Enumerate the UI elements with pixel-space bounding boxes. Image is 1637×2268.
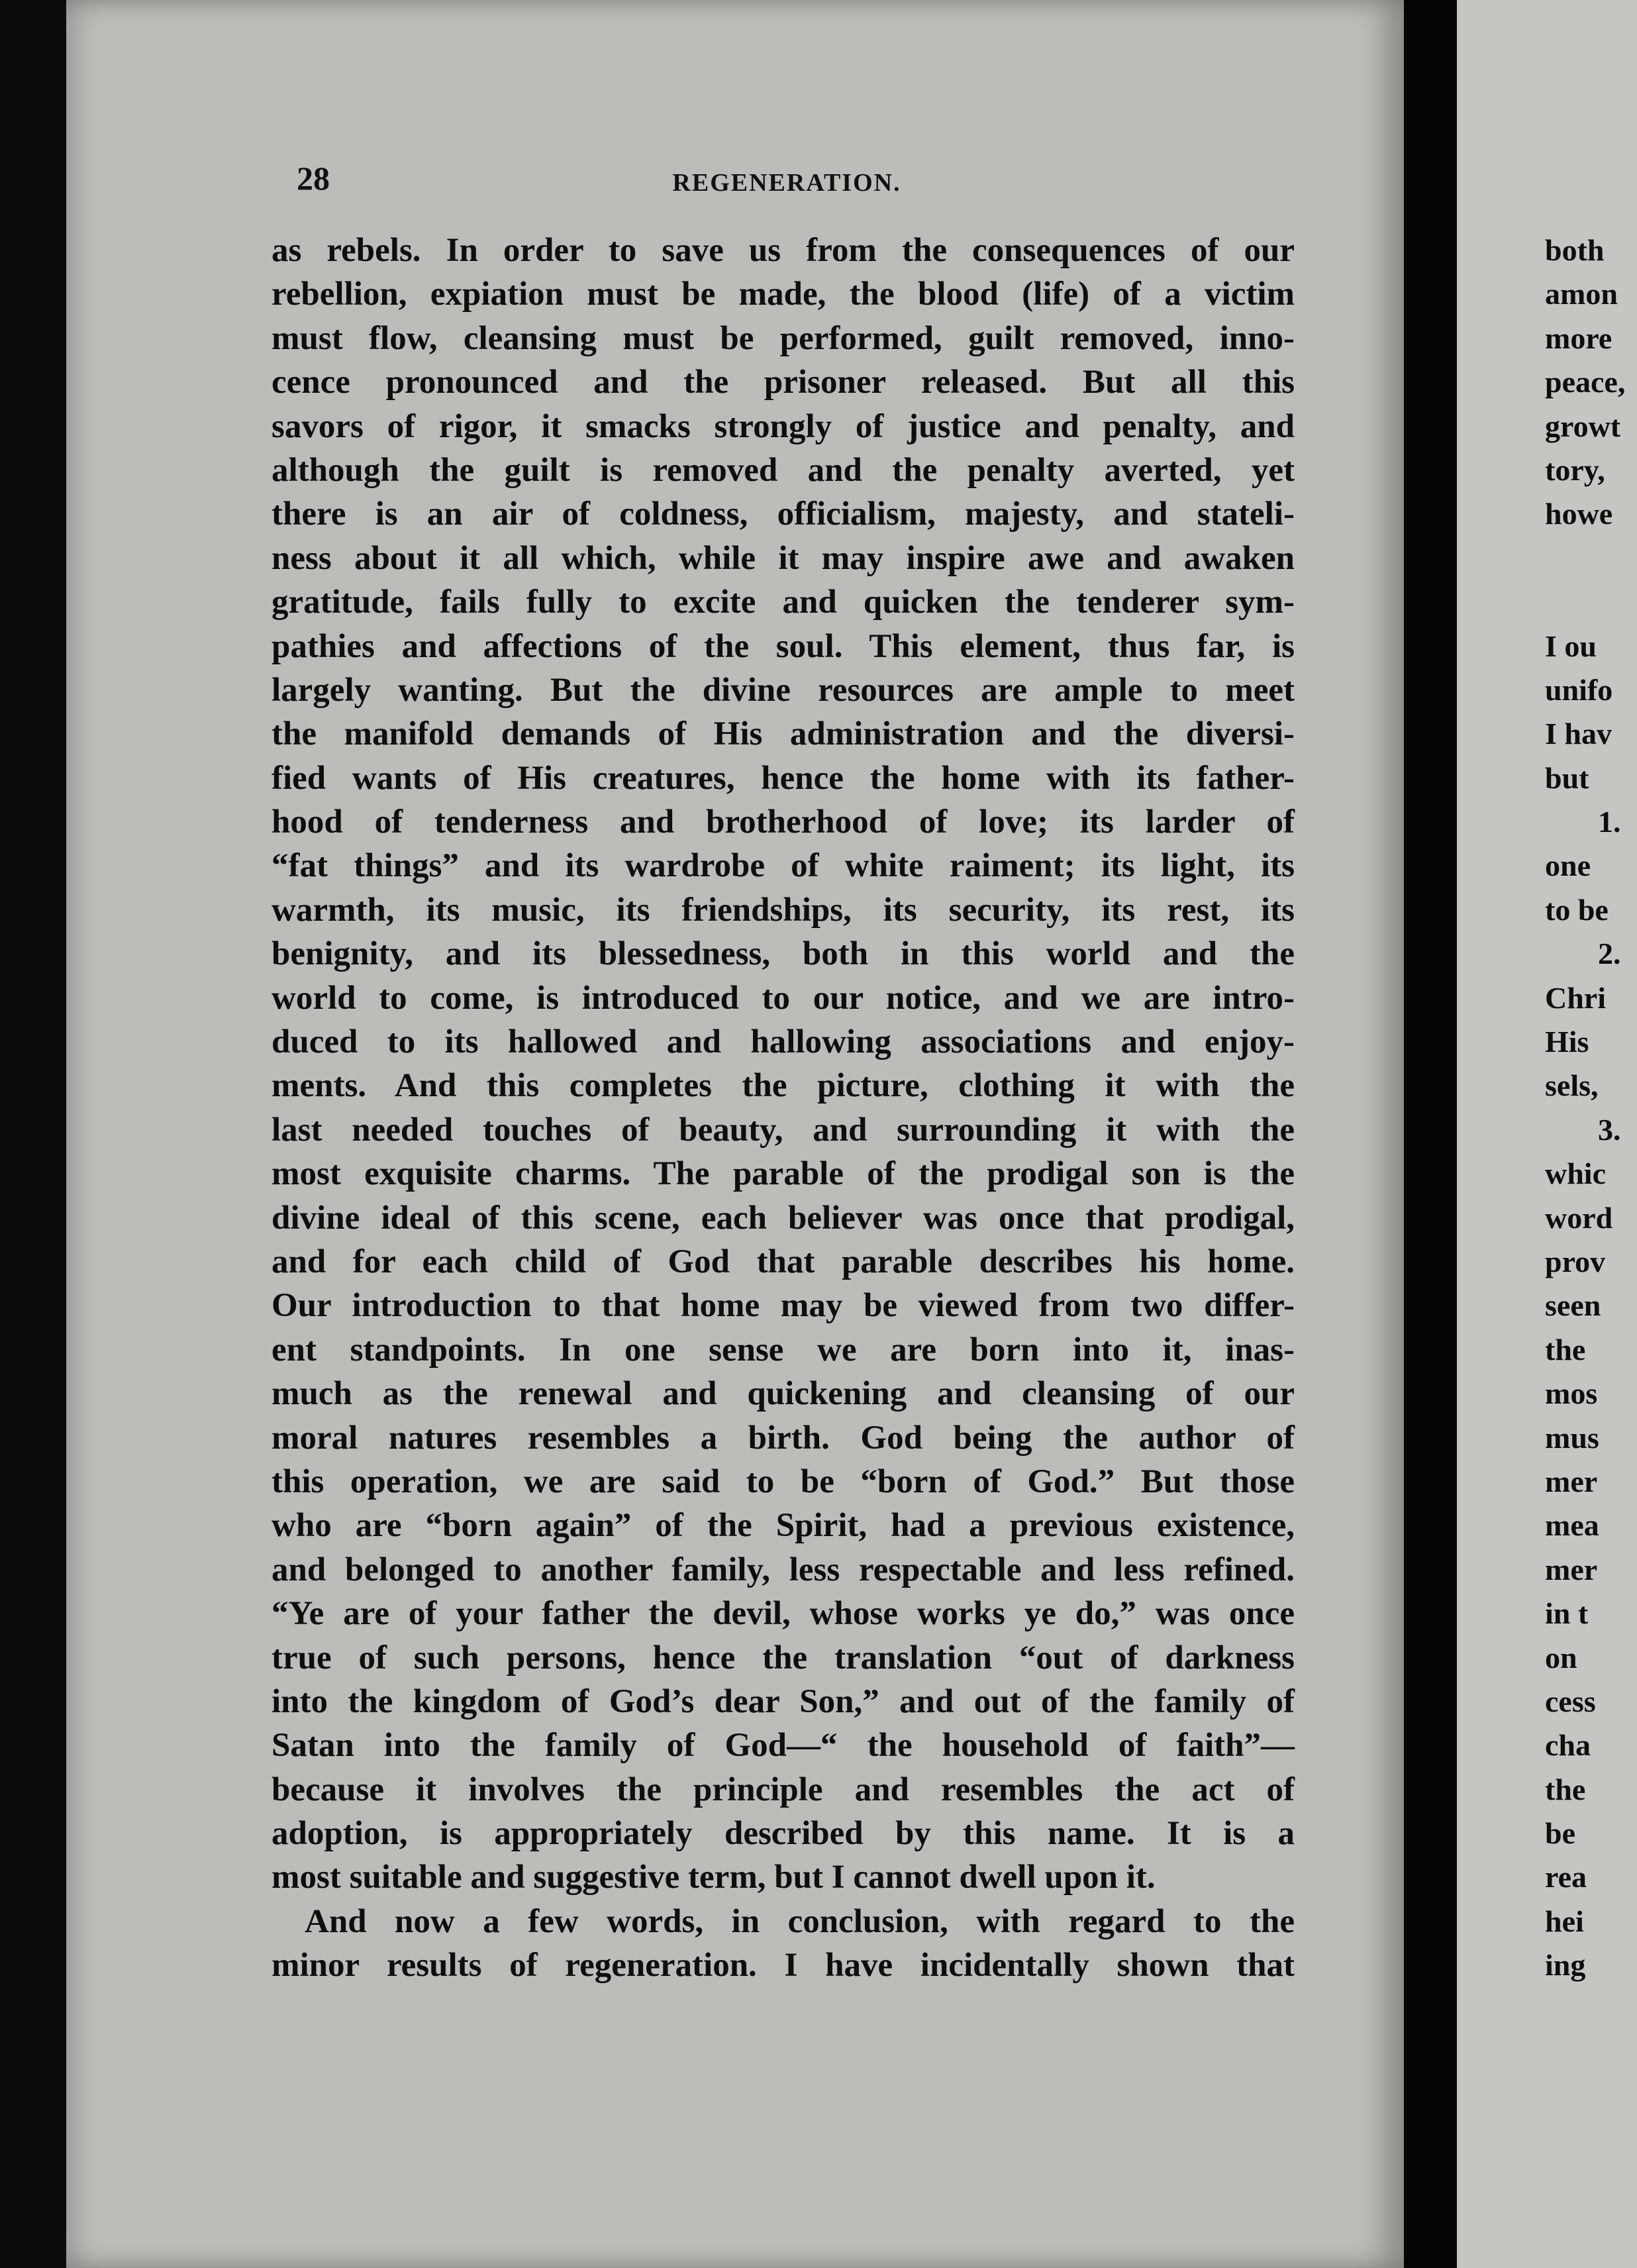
text-line: cence pronounced and the prisoner released. But all this (272, 364, 1295, 401)
text-line: Satan into the family of God—“ the household of faith”— (272, 1727, 1295, 1765)
text-line: His (1545, 1025, 1589, 1059)
text-line: adoption, is appropriately described by this name. It is a (272, 1815, 1295, 1853)
text-line: savors of rigor, it smacks strongly of justice and penalty, and (272, 407, 1295, 445)
text-line: duced to its hallowed and hallowing associations and enjoy- (272, 1023, 1295, 1061)
text-line: mer (1545, 1464, 1598, 1498)
text-line: the (1545, 1772, 1586, 1806)
text-line: be (1545, 1816, 1575, 1851)
running-title: REGENERATION. (672, 169, 901, 197)
text-line: howe (1545, 497, 1613, 531)
text-line: mer (1545, 1552, 1598, 1586)
text-line: 2. (1598, 937, 1621, 971)
text-line: because it involves the principle and resembles the act of (272, 1771, 1295, 1808)
text-line: seen (1545, 1288, 1601, 1323)
text-line: peace, (1545, 365, 1626, 399)
text-line: sels, (1545, 1068, 1599, 1103)
text-line: mea (1545, 1508, 1599, 1543)
text-line: prov (1545, 1244, 1606, 1278)
text-line: as rebels. In order to save us from the consequences of our (272, 232, 1295, 269)
text-line: ing (1545, 1948, 1586, 1983)
text-line: there is an air of coldness, officialism, majesty, and stateli- (272, 495, 1295, 533)
text-line: this operation, we are said to be “born of God.” But those (272, 1463, 1295, 1500)
text-line: mus (1545, 1420, 1599, 1455)
book-gutter (1404, 0, 1457, 2268)
text-line: in t (1545, 1596, 1589, 1631)
text-line: and for each child of God that parable describes his home. (272, 1243, 1295, 1280)
text-line: hei (1545, 1904, 1584, 1938)
text-line: gratitude, fails fully to excite and quicken the tenderer sym- (272, 584, 1295, 621)
text-line: “fat things” and its wardrobe of white raiment; its light, its (272, 847, 1295, 885)
text-line: but (1545, 760, 1589, 795)
text-line: last needed touches of beauty, and surrounding it with the (272, 1111, 1295, 1149)
text-line: rea (1545, 1860, 1587, 1894)
text-line: into the kingdom of God’s dear Son,” and out of the family of (272, 1682, 1295, 1720)
page-header (297, 159, 1277, 205)
text-line: I ou (1545, 629, 1597, 663)
text-line: 1. (1598, 805, 1621, 839)
text-line: much as the renewal and quickening and cleansing of our (272, 1375, 1295, 1413)
text-line: most exquisite charms. The parable of the prodigal son is the (272, 1155, 1295, 1193)
text-line: who are “born again” of the Spirit, had a previous existence, (272, 1507, 1295, 1545)
left-page-text (272, 229, 1295, 1988)
text-line: unifo (1545, 672, 1613, 707)
text-line (1545, 537, 1637, 580)
text-line: most suitable and suggestive term, but I cannot dwell upon it. (272, 1859, 1156, 1896)
text-line: mos (1545, 1376, 1598, 1411)
text-line: the (1545, 1332, 1586, 1366)
text-line: amon (1545, 277, 1618, 311)
text-line: And now a few words, in conclusion, with regard to the (305, 1902, 1295, 1940)
text-line: hood of tenderness and brotherhood of love; its larder of (272, 803, 1295, 841)
text-line: to be (1545, 892, 1609, 927)
text-line: largely wanting. But the divine resources are ample to meet (272, 671, 1295, 709)
text-line: ness about it all which, while it may inspire awe and awaken (272, 539, 1295, 577)
text-line: fied wants of His creatures, hence the home with its father- (272, 759, 1295, 797)
page-number: 28 (297, 160, 330, 197)
text-line: the manifold demands of His administration and the diversi- (272, 715, 1295, 753)
text-line: cha (1545, 1728, 1591, 1763)
text-line: Chri (1545, 980, 1606, 1015)
text-line: more (1545, 321, 1612, 355)
text-line: cess (1545, 1684, 1596, 1718)
text-line (1545, 580, 1637, 624)
text-line: divine ideal of this scene, each believer was once that prodigal, (272, 1199, 1295, 1237)
text-line: ent standpoints. In one sense we are born into it, inas- (272, 1331, 1295, 1368)
text-line: true of such persons, hence the translation “out of darkness (272, 1639, 1295, 1676)
text-line: growt (1545, 409, 1621, 443)
text-line: benignity, and its blessedness, both in this world and the (272, 935, 1295, 973)
text-line: must flow, cleansing must be performed, guilt removed, inno- (272, 319, 1295, 357)
text-line: one (1545, 849, 1591, 883)
text-line: moral natures resembles a birth. God being the author of (272, 1419, 1295, 1457)
text-line: ments. And this completes the picture, clothing it with the (272, 1067, 1295, 1105)
text-line: 3. (1598, 1112, 1621, 1147)
text-line: whic (1545, 1157, 1606, 1191)
text-line: word (1545, 1200, 1613, 1235)
text-line: “Ye are of your father the devil, whose works ye do,” was once (272, 1595, 1295, 1633)
text-line: on (1545, 1640, 1577, 1675)
text-line: Our introduction to that home may be viewed from two differ- (272, 1287, 1295, 1325)
text-line: tory, (1545, 452, 1605, 487)
text-line: although the guilt is removed and the penalty averted, yet (272, 451, 1295, 489)
text-line: both (1545, 233, 1605, 267)
text-line: and belonged to another family, less respectable and less refined. (272, 1551, 1295, 1588)
text-line: I hav (1545, 717, 1612, 751)
text-line: pathies and affections of the soul. This element, thus far, is (272, 627, 1295, 665)
text-line: warmth, its music, its friendships, its security, its rest, its (272, 891, 1295, 929)
text-line: minor results of regeneration. I have incidentally shown that (272, 1947, 1295, 1984)
right-page-text (1545, 229, 1637, 1988)
text-line: world to come, is introduced to our notice, and we are intro- (272, 979, 1295, 1017)
text-line: rebellion, expiation must be made, the blood (life) of a victim (272, 276, 1295, 313)
